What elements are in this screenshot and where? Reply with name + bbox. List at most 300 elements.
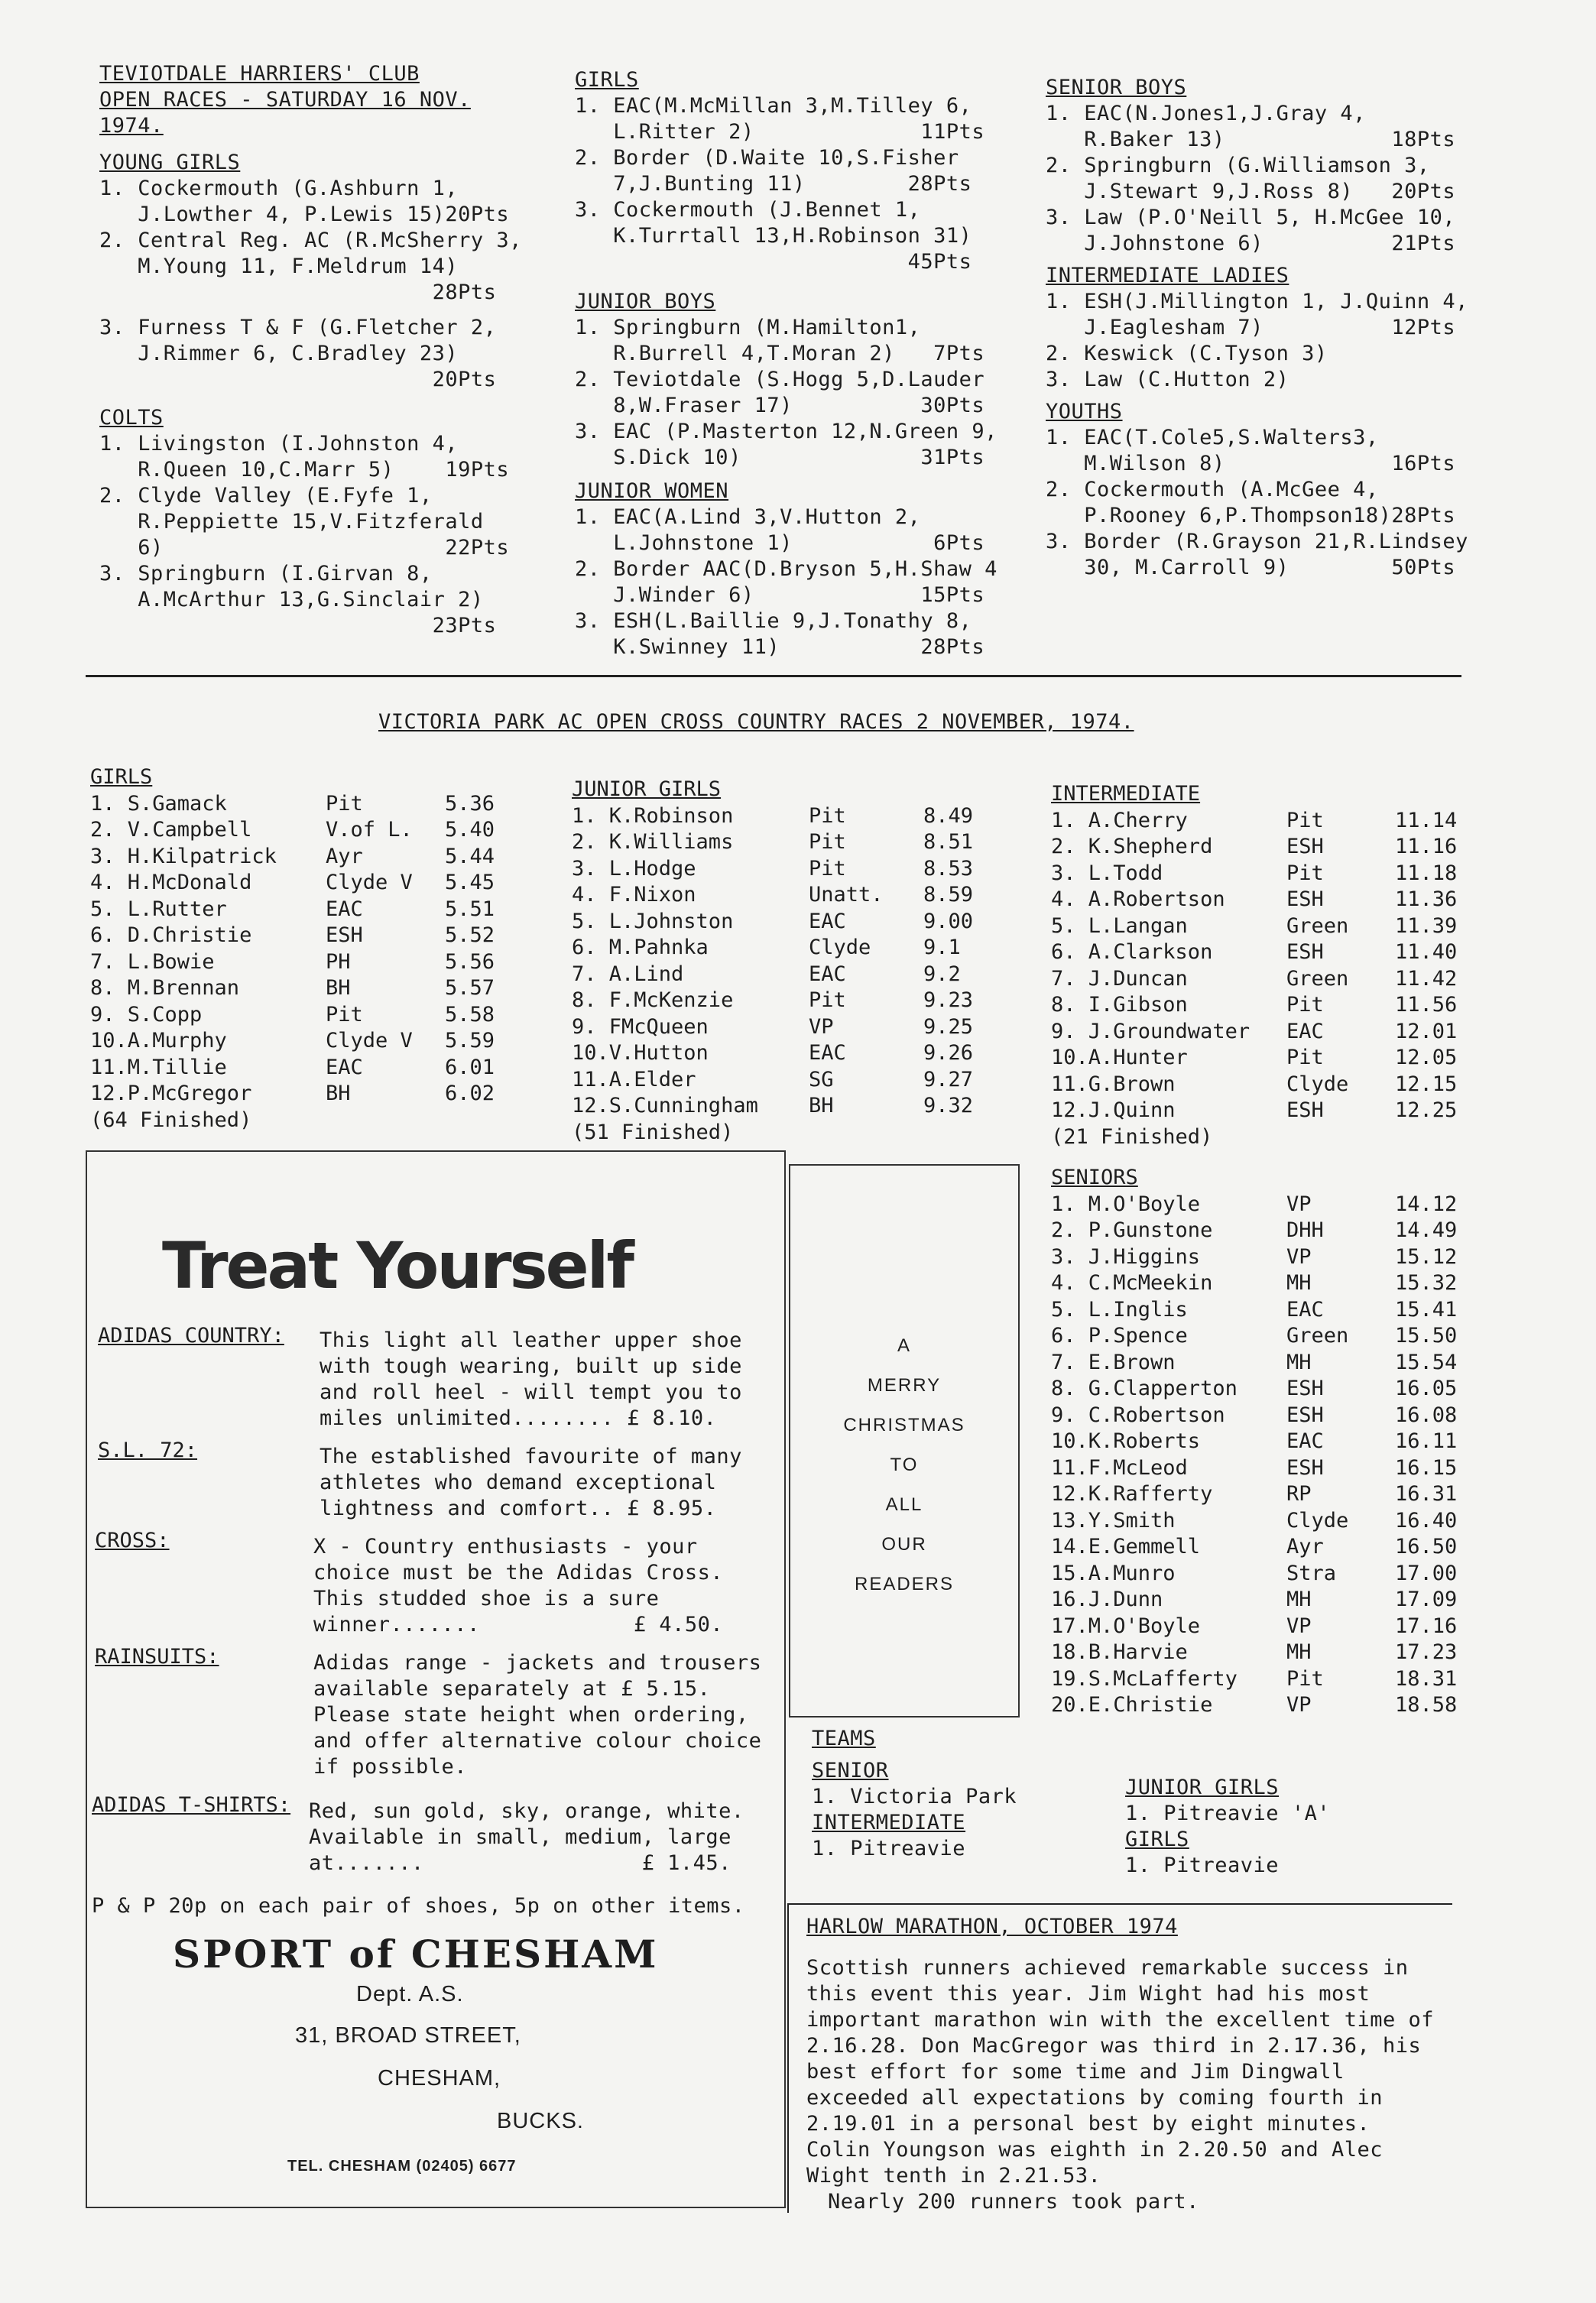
result-club: Clyde	[809, 936, 871, 959]
result-name: 9. J.Groundwater	[1051, 1019, 1251, 1043]
table-row	[1051, 1244, 1458, 1271]
table-row	[572, 909, 974, 936]
table-row	[1051, 1403, 1458, 1429]
result-name: 2. K.Shepherd	[1051, 835, 1213, 858]
result-line: 3. Law (P.O'Neill 5, H.McGee 10,	[1046, 206, 1456, 229]
table-row	[1051, 1692, 1458, 1719]
result-time: 16.31	[1395, 1482, 1458, 1506]
advert-item-text: Available in small, medium, large	[309, 1825, 732, 1849]
result-time: 11.36	[1395, 887, 1458, 911]
result-club: EAC	[809, 962, 846, 986]
table-row	[1051, 966, 1458, 993]
result-line: J.Winder 6) 15Pts	[575, 583, 985, 607]
result-line: J.Johnstone 6) 21Pts	[1046, 232, 1456, 255]
result-club: ESH	[1286, 887, 1324, 911]
table-title-junior-girls: JUNIOR GIRLS	[572, 777, 722, 801]
result-line: 7,J.Bunting 11) 28Pts	[575, 172, 972, 196]
result-club: ESH	[1286, 835, 1324, 858]
table-row	[90, 949, 495, 976]
result-time: 5.52	[445, 923, 495, 947]
result-line: R.Burrell 4,T.Moran 2) 7Pts	[575, 342, 985, 365]
result-time: 11.39	[1395, 913, 1458, 938]
result-name: 4. H.McDonald	[90, 871, 252, 894]
table-row	[90, 897, 495, 923]
result-line: S.Dick 10) 31Pts	[575, 446, 985, 469]
table-row	[90, 1028, 495, 1055]
greeting-line: MERRY	[867, 1375, 942, 1396]
result-name: 6. A.Clarkson	[1051, 940, 1213, 964]
advert-item-text: miles unlimited........ £ 8.10.	[320, 1406, 717, 1430]
result-line: 6) 22Pts	[99, 536, 510, 560]
result-line: 2. Border AAC(D.Bryson 5,H.Shaw 4	[575, 557, 998, 581]
result-club: VP	[1286, 1693, 1312, 1717]
result-club: V.of L.	[326, 818, 413, 842]
result-time: 16.11	[1395, 1429, 1458, 1453]
result-name: 10.A.Hunter	[1051, 1046, 1188, 1069]
result-club: Pit	[809, 856, 846, 881]
result-time: 11.14	[1395, 808, 1458, 832]
result-time: 12.05	[1395, 1046, 1458, 1069]
table-row	[572, 962, 961, 988]
result-club: Clyde	[1286, 1072, 1349, 1096]
result-name: 8. M.Brennan	[90, 976, 240, 1000]
result-name: 18.B.Harvie	[1051, 1640, 1188, 1664]
result-line: 2. Central Reg. AC (R.McSherry 3,	[99, 229, 522, 252]
section-title-colts: COLTS	[99, 406, 164, 430]
table-row	[572, 882, 974, 909]
result-line: 2. Cockermouth (A.McGee 4,	[1046, 478, 1379, 501]
table-row	[572, 988, 974, 1014]
result-time: 16.50	[1395, 1535, 1458, 1559]
result-club: Green	[1286, 1324, 1349, 1348]
advert-item-text: The established favourite of many	[320, 1445, 742, 1468]
table-title-seniors: SENIORS	[1051, 1166, 1138, 1189]
young-girls-results	[99, 176, 522, 393]
result-club: VP	[1286, 1244, 1312, 1269]
result-club: PH	[326, 949, 351, 974]
result-line: 1. Springburn (M.Hamilton1,	[575, 316, 921, 339]
adidas-advert	[86, 1150, 786, 2208]
result-line: 2. Keswick (C.Tyson 3)	[1046, 342, 1328, 365]
teams-senior-title: SENIOR	[812, 1759, 889, 1782]
table-row	[1051, 1218, 1458, 1244]
result-name: 10.K.Roberts	[1051, 1429, 1201, 1453]
result-club: Pit	[1286, 861, 1324, 885]
result-time: 5.56	[445, 949, 495, 974]
result-club: BH	[326, 1082, 351, 1105]
result-time: 18.31	[1395, 1666, 1458, 1691]
teams-junior-girls-title: JUNIOR GIRLS	[1125, 1776, 1280, 1799]
table-row	[1051, 1455, 1458, 1482]
result-line: L.Johnstone 1) 6Pts	[575, 531, 985, 555]
advert-item-text: X - Country enthusiasts - your	[313, 1535, 698, 1559]
result-club: ESH	[1286, 1098, 1324, 1122]
result-time: 14.12	[1395, 1192, 1458, 1216]
result-name: 5. L.Langan	[1051, 913, 1188, 938]
table-row	[1051, 1429, 1458, 1455]
table-row	[572, 1040, 974, 1067]
advert-item-text: Adidas range - jackets and trousers	[313, 1651, 762, 1675]
result-time: 15.54	[1395, 1350, 1458, 1374]
harlow-top-rule	[787, 1903, 1452, 1905]
result-line: 3. EAC (P.Masterton 12,N.Green 9,	[575, 420, 998, 443]
result-line: 23Pts	[99, 614, 497, 637]
table-row	[1051, 1192, 1458, 1218]
result-name: 2. V.Campbell	[90, 818, 252, 842]
finished-count: (21 Finished)	[1051, 1124, 1213, 1149]
result-name: 8. F.McKenzie	[572, 988, 734, 1012]
result-line: 3. Cockermouth (J.Bennet 1,	[575, 198, 921, 222]
result-club: EAC	[326, 897, 363, 921]
section-title-junior-women: JUNIOR WOMEN	[575, 479, 729, 503]
greeting-line: A	[897, 1335, 911, 1356]
result-line: J.Lowther 4, P.Lewis 15)20Pts	[99, 203, 510, 226]
result-club: Pit	[1286, 808, 1324, 832]
result-name: 10.V.Hutton	[572, 1041, 709, 1065]
result-club: Pit	[1286, 1046, 1324, 1069]
result-line: 1. Cockermouth (G.Ashburn 1,	[99, 177, 459, 200]
result-time: 15.41	[1395, 1297, 1458, 1322]
greeting-line: READERS	[854, 1574, 955, 1594]
result-name: 11.M.Tillie	[90, 1055, 227, 1079]
result-line: 3. Border (R.Grayson 21,R.Lindsey	[1046, 530, 1468, 553]
result-club: EAC	[1286, 1429, 1324, 1453]
article-line: important marathon win with the excellent time of	[806, 2008, 1435, 2032]
result-club: EAC	[809, 1041, 846, 1065]
table-row	[90, 870, 495, 897]
result-line: J.Stewart 9,J.Ross 8) 20Pts	[1046, 180, 1456, 203]
table-row	[1051, 861, 1458, 887]
result-line: 28Pts	[99, 281, 497, 304]
result-line: L.Ritter 2) 11Pts	[575, 120, 985, 144]
table-row	[572, 856, 974, 883]
result-time: 8.51	[923, 830, 974, 854]
teviotdale-header-2: OPEN RACES - SATURDAY 16 NOV.	[99, 88, 471, 112]
table-row	[90, 975, 495, 1002]
result-name: 6. M.Pahnka	[572, 936, 709, 959]
table-row	[572, 829, 974, 856]
table-row	[572, 1014, 974, 1041]
teams-title: TEAMS	[812, 1727, 876, 1750]
result-time: 9.00	[923, 909, 974, 933]
result-name: 19.S.McLafferty	[1051, 1666, 1238, 1691]
table-row	[572, 935, 961, 962]
result-time: 9.1	[923, 936, 961, 959]
result-club: Clyde V	[326, 871, 413, 894]
advert-item-text: choice must be the Adidas Cross.	[313, 1561, 724, 1585]
result-time: 18.58	[1395, 1693, 1458, 1717]
table-row	[1051, 1072, 1458, 1098]
result-line: 3. Springburn (I.Girvan 8,	[99, 562, 433, 585]
result-club: VP	[1286, 1192, 1312, 1216]
result-line: 30, M.Carroll 9) 50Pts	[1046, 556, 1456, 579]
table-row	[1051, 1614, 1458, 1640]
result-name: 7. L.Bowie	[90, 949, 215, 974]
table-row	[1051, 1376, 1458, 1403]
advert-item-text: and offer alternative colour choice	[313, 1729, 762, 1753]
table-row	[572, 1093, 974, 1120]
shop-telephone: TEL. CHESHAM (02405) 6677	[287, 2158, 517, 2175]
result-club: Unatt.	[809, 883, 884, 907]
result-name: 15.A.Munro	[1051, 1561, 1176, 1585]
result-club: Pit	[1286, 993, 1324, 1017]
result-line: 3. Furness T & F (G.Fletcher 2,	[99, 316, 497, 339]
victoria-title: VICTORIA PARK AC OPEN CROSS COUNTRY RACES 2 NOVEMBER, 1974.	[378, 710, 1134, 734]
advert-item-label: RAINSUITS:	[95, 1645, 219, 1669]
table-row	[1051, 913, 1458, 940]
table-row	[90, 844, 495, 871]
result-time: 11.40	[1395, 940, 1458, 964]
advert-item-text: lightness and comfort.. £ 8.95.	[320, 1497, 717, 1520]
result-time: 11.56	[1395, 993, 1458, 1017]
section-title-intermediate-ladies: INTERMEDIATE LADIES	[1046, 264, 1289, 287]
result-club: BH	[326, 976, 351, 1000]
result-line: R.Queen 10,C.Marr 5) 19Pts	[99, 458, 510, 482]
result-time: 5.36	[445, 791, 495, 816]
result-time: 17.09	[1395, 1588, 1458, 1611]
result-name: 6. D.Christie	[90, 923, 252, 947]
result-line: 2. Springburn (G.Williamson 3,	[1046, 154, 1430, 177]
result-line: 1. EAC(T.Cole5,S.Walters3,	[1046, 426, 1379, 449]
result-name: 5. L.Johnston	[572, 909, 734, 933]
result-line: J.Eaglesham 7) 12Pts	[1046, 316, 1456, 339]
table-row	[1051, 1045, 1458, 1072]
result-club: SG	[809, 1067, 834, 1091]
shop-address-town: CHESHAM,	[378, 2066, 501, 2091]
result-line: 1. EAC(A.Lind 3,V.Hutton 2,	[575, 505, 921, 529]
teviotdale-col3	[1046, 75, 1468, 581]
result-time: 15.12	[1395, 1244, 1458, 1269]
result-name: 4. F.Nixon	[572, 883, 696, 907]
teams-intermediate-title: INTERMEDIATE	[812, 1811, 966, 1834]
article-line: Scottish runners achieved remarkable success in	[806, 1956, 1409, 1980]
result-club: Stra	[1286, 1561, 1337, 1585]
result-line: 20Pts	[99, 368, 497, 391]
result-name: 7. A.Lind	[572, 962, 684, 986]
result-time: 8.49	[923, 803, 974, 828]
result-name: 7. J.Duncan	[1051, 966, 1188, 991]
teams-girls-result: 1. Pitreavie	[1125, 1854, 1280, 1877]
teviotdale-col2	[575, 67, 998, 660]
result-club: Pit	[809, 830, 846, 854]
result-time: 15.50	[1395, 1324, 1458, 1348]
result-name: 11.F.McLeod	[1051, 1455, 1188, 1480]
teviotdale-col1	[99, 61, 522, 639]
result-club: EAC	[1286, 1019, 1324, 1043]
result-club: MH	[1286, 1271, 1312, 1295]
advert-postage: P & P 20p on each pair of shoes, 5p on other items.	[92, 1894, 745, 1918]
result-line: K.Swinney 11) 28Pts	[575, 635, 985, 659]
result-club: ESH	[1286, 1455, 1324, 1480]
result-time: 16.40	[1395, 1508, 1458, 1533]
table-row	[1051, 1508, 1458, 1535]
result-time: 9.25	[923, 1014, 974, 1039]
result-time: 6.02	[445, 1082, 495, 1105]
table-row	[1051, 939, 1458, 966]
advert-item-text: Please state height when ordering,	[313, 1703, 749, 1727]
greeting-line: OUR	[881, 1534, 927, 1555]
section-title-girls: GIRLS	[575, 68, 639, 92]
result-club: MH	[1286, 1350, 1312, 1374]
result-time: 6.01	[445, 1055, 495, 1079]
table-row	[1051, 1666, 1458, 1693]
result-club: Pit	[809, 988, 846, 1012]
result-line: P.Rooney 6,P.Thompson18)28Pts	[1046, 504, 1456, 527]
result-line: M.Young 11, F.Meldrum 14)	[99, 255, 459, 278]
result-line: 3. ESH(L.Baillie 9,J.Tonathy 8,	[575, 609, 972, 633]
result-time: 12.15	[1395, 1072, 1458, 1096]
table-row	[90, 1055, 495, 1082]
result-line: 1. Livingston (I.Johnston 4,	[99, 432, 459, 456]
result-name: 12.K.Rafferty	[1051, 1482, 1213, 1506]
advert-item-text: This studded shoe is a sure	[313, 1587, 660, 1610]
advert-item-text: athletes who demand exceptional	[320, 1471, 717, 1494]
result-name: 8. I.Gibson	[1051, 993, 1188, 1017]
result-time: 5.44	[445, 844, 495, 868]
result-name: 10.A.Murphy	[90, 1029, 227, 1053]
result-name: 14.E.Gemmell	[1051, 1535, 1201, 1559]
table-row	[572, 803, 974, 830]
result-line: R.Baker 13) 18Pts	[1046, 128, 1456, 151]
table-title-intermediate: INTERMEDIATE	[1051, 782, 1201, 806]
result-name: 11.G.Brown	[1051, 1072, 1176, 1096]
teams-section	[812, 1726, 1017, 1862]
advert-item-label: CROSS:	[95, 1529, 170, 1552]
result-name: 1. S.Gamack	[90, 791, 227, 816]
table-row	[1051, 1534, 1458, 1561]
article-line: Wight tenth in 2.21.53.	[806, 2164, 1101, 2188]
section-title-junior-boys: JUNIOR BOYS	[575, 290, 716, 313]
result-time: 5.59	[445, 1029, 495, 1053]
result-name: 9. C.Robertson	[1051, 1403, 1225, 1427]
advert-item-text: Red, sun gold, sky, orange, white.	[309, 1799, 744, 1823]
harlow-footer: Nearly 200 runners took part.	[828, 2190, 1199, 2214]
advert-item-text: if possible.	[313, 1755, 468, 1779]
intermediate-results-table	[1051, 781, 1458, 1150]
result-time: 9.26	[923, 1041, 974, 1065]
result-line: 45Pts	[575, 250, 972, 274]
result-line: R.Peppiette 15,V.Fitzferald	[99, 510, 484, 534]
shop-name: SPORT of CHESHAM	[173, 1932, 659, 1977]
result-time: 5.51	[445, 897, 495, 921]
result-club: VP	[809, 1014, 834, 1039]
result-line: 1. EAC(N.Jones1,J.Gray 4,	[1046, 102, 1366, 125]
result-time: 16.05	[1395, 1377, 1458, 1400]
table-row	[572, 1067, 974, 1094]
girls-results-table	[90, 764, 495, 1134]
teviotdale-header-3: 1974.	[99, 114, 164, 138]
result-name: 3. J.Higgins	[1051, 1244, 1201, 1269]
finished-count: (64 Finished)	[90, 1108, 252, 1132]
advert-item-text: and roll heel - will tempt you to	[320, 1380, 742, 1404]
result-time: 5.58	[445, 1002, 495, 1027]
harlow-marathon-article	[806, 1914, 1434, 2215]
result-line: 2. Teviotdale (S.Hogg 5,D.Lauder	[575, 368, 985, 391]
result-name: 3. L.Todd	[1051, 861, 1163, 885]
greeting-line: CHRISTMAS	[843, 1415, 965, 1435]
result-club: Ayr	[326, 844, 363, 868]
result-time: 17.23	[1395, 1640, 1458, 1664]
section-title-senior-boys: SENIOR BOYS	[1046, 76, 1187, 99]
result-name: 12.S.Cunningham	[572, 1094, 758, 1117]
result-line: A.McArthur 13,G.Sinclair 2)	[99, 588, 484, 611]
result-time: 9.23	[923, 988, 974, 1012]
result-club: VP	[1286, 1614, 1312, 1638]
result-line: 1. ESH(J.Millington 1, J.Quinn 4,	[1046, 290, 1468, 313]
result-line: M.Wilson 8) 16Pts	[1046, 452, 1456, 475]
harlow-title: HARLOW MARATHON, OCTOBER 1974	[806, 1915, 1178, 1938]
teams-junior-girls-result: 1. Pitreavie 'A'	[1125, 1802, 1331, 1825]
result-club: MH	[1286, 1588, 1312, 1611]
result-club: ESH	[1286, 1377, 1324, 1400]
result-time: 17.00	[1395, 1561, 1458, 1585]
result-club: BH	[809, 1094, 834, 1117]
article-line: 2.16.28. Don MacGregor was third in 2.17.36, his	[806, 2034, 1422, 2058]
result-name: 20.E.Christie	[1051, 1693, 1213, 1717]
result-time: 9.32	[923, 1094, 974, 1117]
result-line: J.Rimmer 6, C.Bradley 23)	[99, 342, 459, 365]
result-line: K.Turrtall 13,H.Robinson 31)	[575, 224, 972, 248]
junior-girls-results-table	[572, 777, 974, 1146]
seniors-results-table	[1051, 1165, 1458, 1719]
table-row	[1051, 1640, 1458, 1666]
table-row	[1051, 1323, 1458, 1350]
teviotdale-header-1: TEVIOTDALE HARRIERS' CLUB	[99, 62, 420, 86]
result-name: 7. E.Brown	[1051, 1350, 1176, 1374]
table-row	[1051, 834, 1458, 861]
result-time: 16.08	[1395, 1403, 1458, 1427]
result-line: 3. Law (C.Hutton 2)	[1046, 368, 1289, 391]
result-club: Clyde V	[326, 1029, 413, 1053]
result-time: 5.40	[445, 818, 495, 842]
advert-item-label: S.L. 72:	[98, 1439, 198, 1462]
result-name: 1. A.Cherry	[1051, 808, 1188, 832]
advert-item-text: at....... £ 1.45.	[309, 1851, 732, 1875]
finished-count: (51 Finished)	[572, 1120, 734, 1144]
result-club: Pit	[326, 1002, 363, 1027]
result-time: 12.01	[1395, 1019, 1458, 1043]
table-row	[1051, 1297, 1458, 1324]
result-name: 11.A.Elder	[572, 1067, 696, 1091]
result-club: Pit	[326, 791, 363, 816]
result-time: 11.42	[1395, 966, 1458, 991]
result-club: ESH	[326, 923, 363, 947]
teams-intermediate-result: 1. Pitreavie	[812, 1837, 966, 1860]
greeting-line: ALL	[885, 1494, 923, 1515]
article-line: this event this year. Jim Wight had his most	[806, 1982, 1371, 2006]
teams-senior-result: 1. Victoria Park	[812, 1785, 1017, 1808]
result-time: 8.53	[923, 856, 974, 881]
result-name: 17.M.O'Boyle	[1051, 1614, 1201, 1638]
result-club: EAC	[1286, 1297, 1324, 1322]
christmas-greeting	[790, 1326, 1018, 1604]
result-time: 16.15	[1395, 1455, 1458, 1480]
result-name: 3. L.Hodge	[572, 856, 696, 881]
table-row	[90, 1081, 495, 1108]
result-club: EAC	[809, 909, 846, 933]
shop-address-dept: Dept. A.S.	[356, 1982, 464, 2006]
result-name: 16.J.Dunn	[1051, 1588, 1163, 1611]
result-time: 9.2	[923, 962, 961, 986]
result-time: 15.32	[1395, 1271, 1458, 1295]
teams-section-right	[1125, 1775, 1330, 1879]
result-club: Ayr	[1286, 1535, 1324, 1559]
result-club: DHH	[1286, 1218, 1324, 1242]
result-name: 1. M.O'Boyle	[1051, 1192, 1201, 1216]
result-name: 4. A.Robertson	[1051, 887, 1225, 911]
result-name: 9. S.Copp	[90, 1002, 203, 1027]
result-club: Pit	[809, 803, 846, 828]
